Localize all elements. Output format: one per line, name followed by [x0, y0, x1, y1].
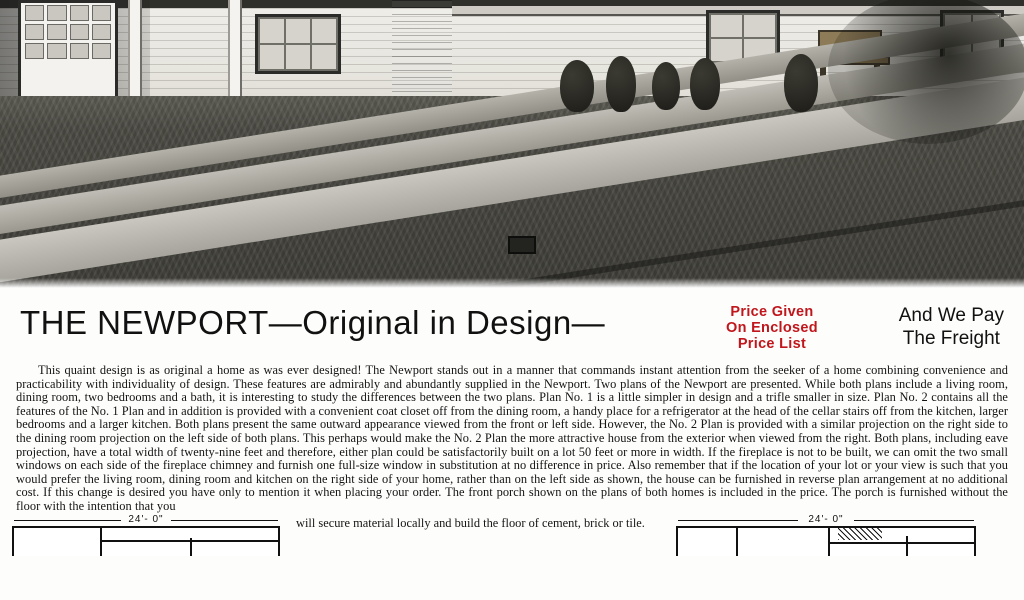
- shrub-1: [560, 60, 594, 112]
- freight-line-1: And We Pay: [898, 305, 1004, 326]
- foundation-vent: [508, 236, 536, 254]
- floor-plan-no-1: [12, 514, 280, 558]
- page-title: THE NEWPORT—Original in Design—: [20, 304, 606, 341]
- shrub-2: [606, 56, 636, 112]
- plan-right-dimension-line: [676, 514, 976, 526]
- shrub-5: [784, 54, 818, 112]
- door-glass-panes: [22, 2, 114, 62]
- plan-left-wall-a: [100, 528, 102, 556]
- brick-chimney: [392, 0, 452, 104]
- lower-row: [0, 513, 1024, 558]
- price-note-line-1: Price Given: [730, 304, 814, 320]
- freight-note: [899, 304, 1004, 350]
- porch-post-right: [228, 0, 242, 96]
- plan-left-outline: [12, 526, 280, 556]
- headline-row: [14, 302, 1010, 358]
- photo-bottom-fade: [0, 278, 1024, 288]
- plan-right-wall-a: [736, 528, 738, 556]
- description-text: [16, 364, 1008, 514]
- tree-foliage: [828, 0, 1024, 144]
- plan-left-dimension-label: 24'- 0": [124, 514, 167, 525]
- price-note-line-3: Price List: [737, 336, 807, 352]
- description-tail: will secure material locally and build the floor of cement, brick or tile.: [296, 515, 645, 530]
- floor-plan-no-2: [676, 514, 976, 558]
- plan-right-hatch: [838, 528, 882, 540]
- plan-left-wall-h1: [100, 540, 278, 542]
- plan-right-dimension-label: 24'- 0": [804, 514, 847, 525]
- plan-right-wall-h1: [828, 542, 974, 544]
- description-paragraph: This quaint design is as original a home as was ever designed! The Newport stands out in a manner that commands instant attention from the seeker of a home combining convenience and practicability with individuality of design. These features are admirably and abundantly supplied in the Newport. Two plans of the Newport are presented. While both plans include a living room, dining room, two bedrooms and a bath, it is interesting to study the differences between the two plans. Plan No. 1 is a little simpler in design and a trifle smaller in size. Plan No. 2 contains all the features of the No. 1 Plan and in addition is provided with a convenient coat closet off from the dining room, a handy place for a refrigerator at the head of the cellar stairs off from the kitchen, larger bedrooms and a larger kitchen. Both plans present the same outward appearance viewed from the front or left side. However, the No. 2 Plan is provided with a similar projection on the right side to the dining room projection on the left side of both plans. This perhaps would make the No. 2 Plan the more attractive house from the exterior when viewed from the right. Both plans, including eave projection, have a total width of twenty-nine feet and therefore, either plan could be satisfactorily built on a lot 50 feet or more in width. If the fireplace is not to be built, we can omit the two small windows on each side of the fireplace chimney and furnish one full-size window in substitution at no difference in price. Also remember that if the location of your lot or your view is such that you would prefer the living room, dining room and kitchen on the right side of your home, rather than on the left side as shown, the house can be furnished in reverse plan arrangement at no additional cost. If this change is desired you have only to mention it when placing your order. The front porch shown on the plans of both homes is included in the price. The porch is furnished without the floor with the intention that you: [16, 363, 1008, 513]
- plan-right-wall-c: [906, 536, 908, 556]
- freight-line-2: The Freight: [902, 328, 1000, 349]
- shrub-3: [652, 62, 680, 110]
- price-note-line-2: On Enclosed: [726, 320, 818, 336]
- house-photograph: [0, 0, 1024, 288]
- price-given-note: [726, 304, 818, 352]
- plan-left-dimension-line: [12, 514, 280, 526]
- window-front: [255, 14, 341, 74]
- shrub-4: [690, 58, 720, 110]
- plan-right-outline: [676, 526, 976, 556]
